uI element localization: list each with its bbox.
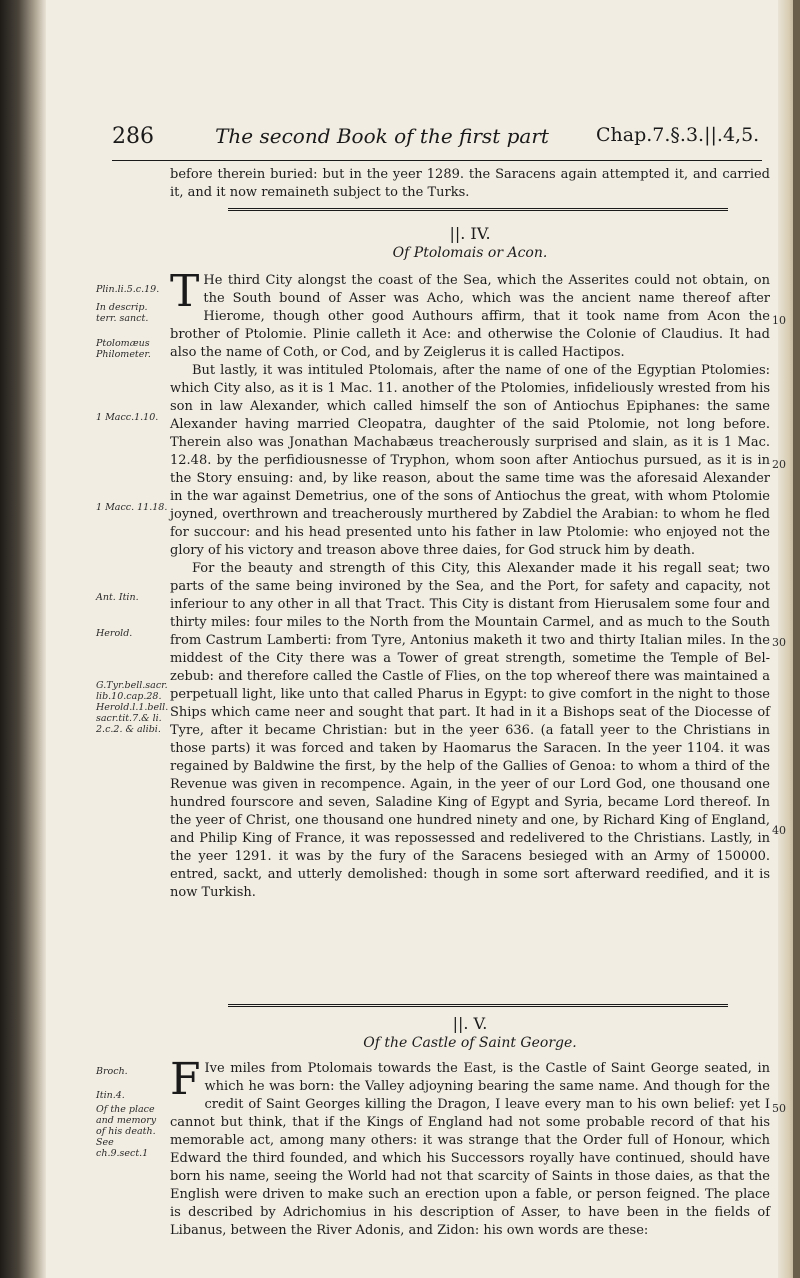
margin-note: 1 Macc.1.10. <box>96 412 159 423</box>
section-5-paragraph-1: Ive miles from Ptolomais towards the East, is the Castle of Saint George seated, in which he was born: the Valley adjoyning bearing the same name. And though for the credit of Saint Georges killing the Dragon, I leave every man to his own belief: yet I cannot but think, that if the Kings of England had not some probable record of that his memorable act, among many others: it was strange that the Order full of Honour, which Edward the third founded, and which his Successors royally have continued, should have born his name, seeing the World had not that scarcity of Saints in those daies, as that the English were driven to make such an erection upon a fable, or person feigned. The place is described by Adrichomius in his description of Asser, to have been in the fields of Libanus, between the River Adonis, and Zidon: his own words are these: <box>170 1061 770 1238</box>
section-4-dropcap: T <box>170 266 200 317</box>
margin-note: Of the place and memory of his death. See ch.9.sect.1 <box>96 1104 157 1159</box>
margin-note: Ant. Itin. <box>96 592 139 603</box>
section-5-heading <box>170 1014 770 1051</box>
line-number: 50 <box>772 1102 786 1115</box>
running-title: The second Book of the first part <box>215 124 549 148</box>
section-5-title: Of the Castle of Saint George. <box>363 1035 577 1051</box>
section-divider <box>228 208 728 211</box>
section-4-paragraph-3: For the beauty and strength of this City, this Alexander made it his regall seat; two parts of the same being invironed by the Sea, and the Port, for safety and capacity, not inferiour to any other in all that Tract. This City is distant from Hierusalem some four and thirty miles: four miles to the North from the Mountain Carmel, and as much to the South from Castrum Lamberti: from Tyre, Antonius maketh it two and thirty Italian miles. In the middest of the City there was a Tower of great strength, sometime the Temple of Bel-zebub: and therefore called the Castle of Flies, on the top whereof there was maintained a perpetuall light, like unto that called Pharus in Egypt: to give comfort in the night to those Ships which came neer and sought that part. It had in it a Bishops seat of the Diocesse of Tyre, after it became Christian: but in the yeer 636. (a fatall yeer to the Christians in those parts) it was forced and taken by Haomarus the Saracen. In the yeer 1104. it was regained by Baldwine the first, by the help of the Gallies of Genoa: to whom a third of the Revenue was given in recompence. Again, in the yeer of our Lord God, one thousand one hundred fourscore and seven, Saladine King of Egypt and Syria, became Lord thereof. In the yeer of Christ, one thousand one hundred ninety and one, by Richard King of England, and Philip King of France, it was repossessed and redelivered to the Christians. Lastly, in the yeer 1291. it was by the fury of the Saracens besieged with an Army of 150000. entred, sackt, and utterly demolished: though in some sort afterward reedified, and it is now Turkish. <box>170 561 770 900</box>
section-5-dropcap: F <box>170 1054 201 1105</box>
line-number: 40 <box>772 824 786 837</box>
margin-note: Herold. <box>96 628 133 639</box>
margin-note: G.Tyr.bell.sacr. lib.10.cap.28. Herold.l.1.bell. sacr.tit.7.& li. 2.c.2. & alibi. <box>96 680 169 735</box>
margin-note: In descrip. terr. sanct. <box>96 302 149 324</box>
line-number: 20 <box>772 458 786 471</box>
chapter-reference: Chap.7.§.3.||.4,5. <box>596 124 760 146</box>
line-number: 10 <box>772 314 786 327</box>
section-4-paragraph-1: He third City alongst the coast of the Sea, which the Asserites could not obtain, on the South bound of Asser was Acho, which was the ancient name thereof after Hierome, though other good Authours affirm, that it took name from Acon the brother of Ptolomie. Plinie calleth it Ace: and otherwise the Colonie of Claudius. It had also the name of Coth, or Cod, and by Zeiglerus it is called Hactipos. <box>170 273 770 360</box>
page-number: 286 <box>112 124 154 149</box>
margin-note: 1 Macc. 11.18. <box>96 502 168 513</box>
margin-note: Plin.li.5.c.19. <box>96 284 160 295</box>
section-4-heading <box>170 224 770 261</box>
section-4-paragraph-2: But lastly, it was intituled Ptolomais, after the name of one of the Egyptian Ptolomies: which City also, as it is 1 Mac. 11. another of the Ptolomies, infideliously wrested from his son in law Alexander, which called himself the son of Antiochus Epiphanes: the same Alexander having married Cleopatra, daughter of the said Ptolomie, not long before. Therein also was Jonathan Machabæus treacherously surprised and slain, as it is 1 Mac. 12.48. by the perfidiousnesse of Tryphon, whom soon after Antiochus pursued, as it is in the Story ensuing: and, by like reason, about the same time was the aforesaid Alexander in the war against Demetrius, one of the sons of Antiochus the great, with whom Ptolomie joyned, overthrown and treacherously murthered by Zabdiel the Arabian: to whom he fled for succour: and his head presented unto his father in law Ptolomie: who enjoyed not the glory of his victory and treason above three daies, for God struck him by death. <box>170 363 770 558</box>
section-5-body <box>170 1054 770 1240</box>
intro-paragraph: before therein buried: but in the yeer 1289. the Saracens again attempted it, and carried it, and it now remaineth subject to the Turks. <box>170 167 770 200</box>
section-divider-2 <box>228 1004 728 1007</box>
margin-note: Ptolomæus Philometer. <box>96 338 151 360</box>
header-rule <box>112 160 762 161</box>
section-5-number: ||. V. <box>452 1014 488 1033</box>
book-gutter <box>0 0 46 1278</box>
section-4-title: Of Ptolomais or Acon. <box>392 245 548 261</box>
section-4-number: ||. IV. <box>449 224 491 243</box>
margin-note: Itin.4. <box>96 1090 125 1101</box>
running-header <box>112 120 762 160</box>
section-4-body <box>170 266 770 902</box>
margin-note: Broch. <box>96 1066 128 1077</box>
intro-text <box>170 166 770 202</box>
line-number: 30 <box>772 636 786 649</box>
